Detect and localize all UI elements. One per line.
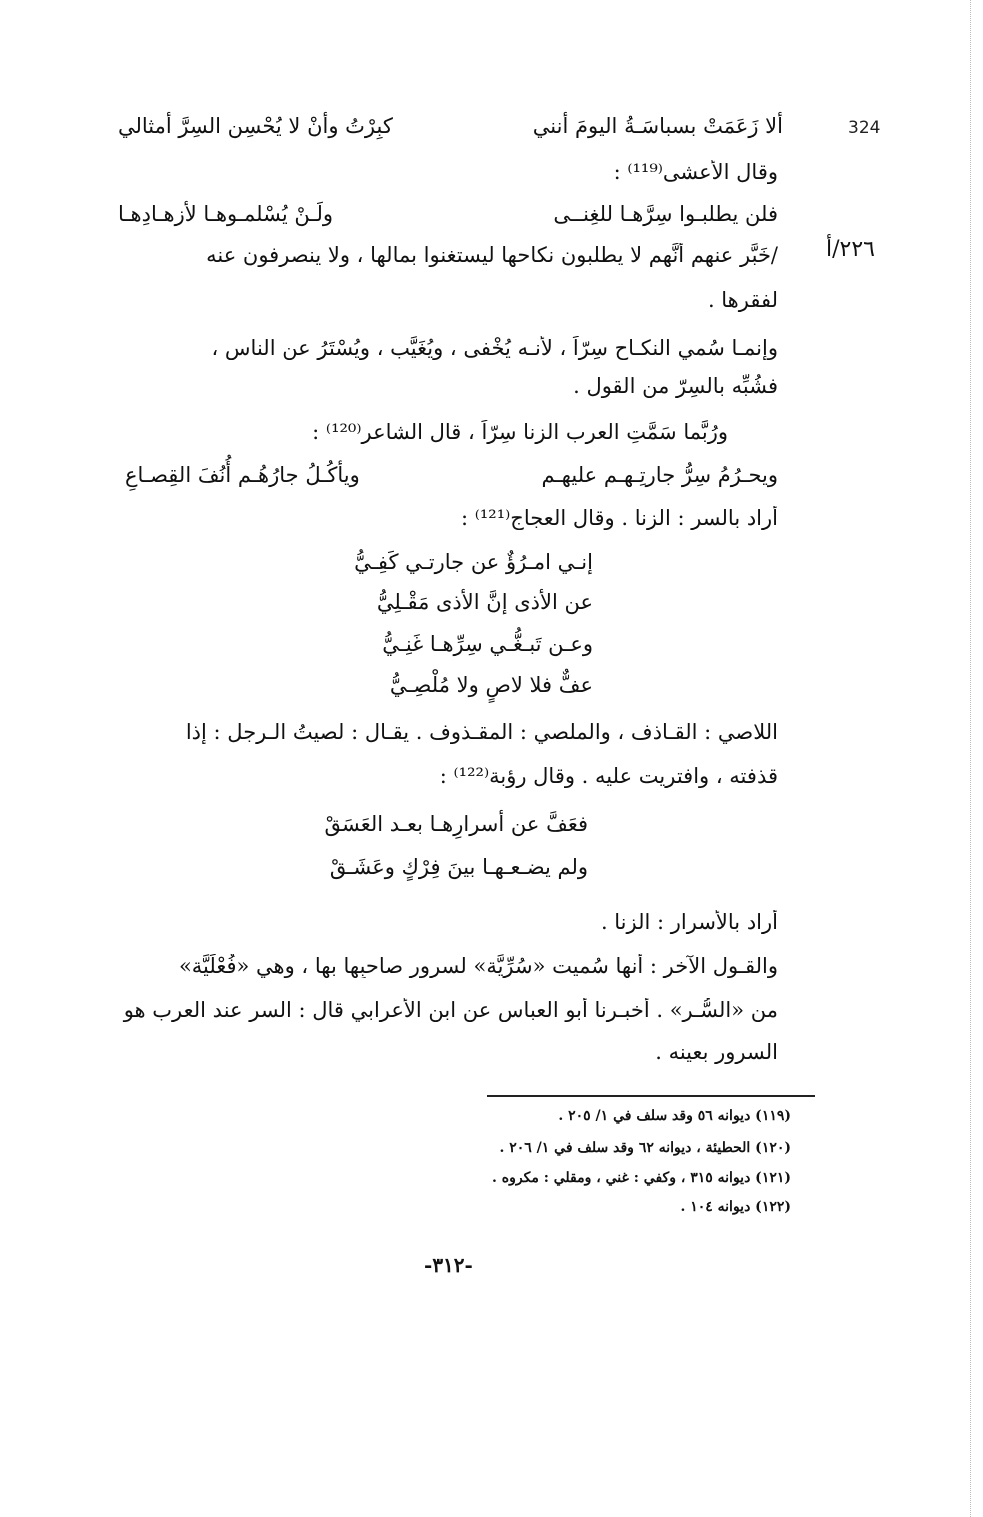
footnote-122: (١٢٢) ديوانه ١٠٤ .: [680, 1199, 791, 1215]
footnote-121: (١٢١) ديوانه ٣١٥ ، وكفي : غني ، ومقلي : مكروه .: [492, 1170, 791, 1186]
paragraph1-line2: لفقرها .: [707, 288, 778, 312]
verse1-first-hemistich: ألا زَعَمَتْ بسباسَـةُ اليومَ أنني: [532, 114, 783, 138]
paragraph7-line3: السرور بعينه .: [655, 1040, 778, 1064]
paragraph2-line2: فشُبِّه بالسِرّ من القول .: [573, 374, 778, 398]
footnote-120: (١٢٠) الحطيئة ، ديوانه ٦٢ وقد سلف في ١/ ٢٠٦ .: [499, 1140, 791, 1156]
rajaz2-line2: ولم يضـعـهـا بينَ فِرْكٍ وعَشَـقْ: [329, 855, 588, 879]
rajaz1-line3: وعـن تَبـغُّـي سِرِّهـا غَنِـيُّ: [382, 632, 593, 656]
page-folio: -٣١٢-: [424, 1253, 473, 1277]
verse1-second-hemistich: كبِرْتُ وأنْ لا يُحْسِن السِرَّ أمثالي: [118, 114, 393, 138]
verse2-first-hemistich: فلن يطلبـوا سِرَّهـا للغِنــى: [553, 202, 778, 226]
paragraph-asha-intro: وقال الأعشى⁽¹¹⁹⁾ :: [613, 160, 778, 184]
verse3-second-hemistich: ويأكُـلُ جارُهُـم أُنُفَ القِصـاعِ: [125, 463, 360, 487]
paragraph5-line1: اللاصي : القـاذف ، والملصي : المقـذوف . يقـال : لصيتُ الـرجل : إذا: [185, 720, 778, 744]
page-number-top: 324: [848, 118, 881, 138]
rajaz1-line4: عفٌّ فلا لاصٍ ولا مُلْصِـيُّ: [389, 673, 593, 697]
margin-manuscript-ref: ٢٢٦/أ: [826, 237, 875, 262]
paragraph3: ورُبَّما سَمَّتِ العرب الزنا سِرّاً ، قال الشاعر⁽¹²⁰⁾ :: [312, 420, 728, 444]
paragraph5-line2: قذفته ، وافتريت عليه . وقال رؤبة⁽¹²²⁾ :: [439, 764, 778, 788]
rajaz2-line1: فعَفَّ عن أسرارِهـا بعـد العَسَقْ: [324, 812, 588, 836]
paragraph2-line1: وإنمـا سُمي النكـاح سِرّاً ، لأنـه يُخْفى ، ويُغَيَّب ، ويُسْتَرُ عن الناس ،: [211, 336, 778, 360]
paragraph1-line1: /خَبَّر عنهم أنَّهم لا يطلبون نكاحها ليستغنوا بمالها ، ولا ينصرفون عنه: [206, 243, 778, 267]
paragraph6: أراد بالأسرار : الزنا .: [600, 910, 778, 934]
paragraph4: أراد بالسر : الزنا . وقال العجاج⁽¹²¹⁾ :: [460, 506, 778, 530]
footnote-rule: [487, 1095, 815, 1097]
paragraph7-line1: والقـول الآخر : أنها سُميت «سُرِّيَّة» لسرور صاحبِها بها ، وهي «فُعْلِّيَّة»: [178, 954, 778, 978]
rajaz1-line1: إنـي امـرُؤٌ عن جارتـي كَفِـيُّ: [354, 550, 593, 574]
paragraph7-line2: من «السُّـر» . أخبـرنا أبو العباس عن ابن الأعرابي قال : السر عند العرب هو: [123, 998, 778, 1022]
verse3-first-hemistich: ويحـرُمُ سِرُّ جارتِـهـم عليهـم: [541, 463, 778, 487]
rajaz1-line2: عن الأذى إنَّ الأذى مَقْـلِيُّ: [376, 590, 593, 614]
footnote-119: (١١٩) ديوانه ٥٦ وقد سلف في ١/ ٢٠٥ .: [558, 1108, 791, 1124]
verse2-second-hemistich: ولَـنْ يُسْلمـوهـا لأزهـادِهـا: [118, 202, 334, 226]
scan-edge-line: [970, 0, 972, 1517]
